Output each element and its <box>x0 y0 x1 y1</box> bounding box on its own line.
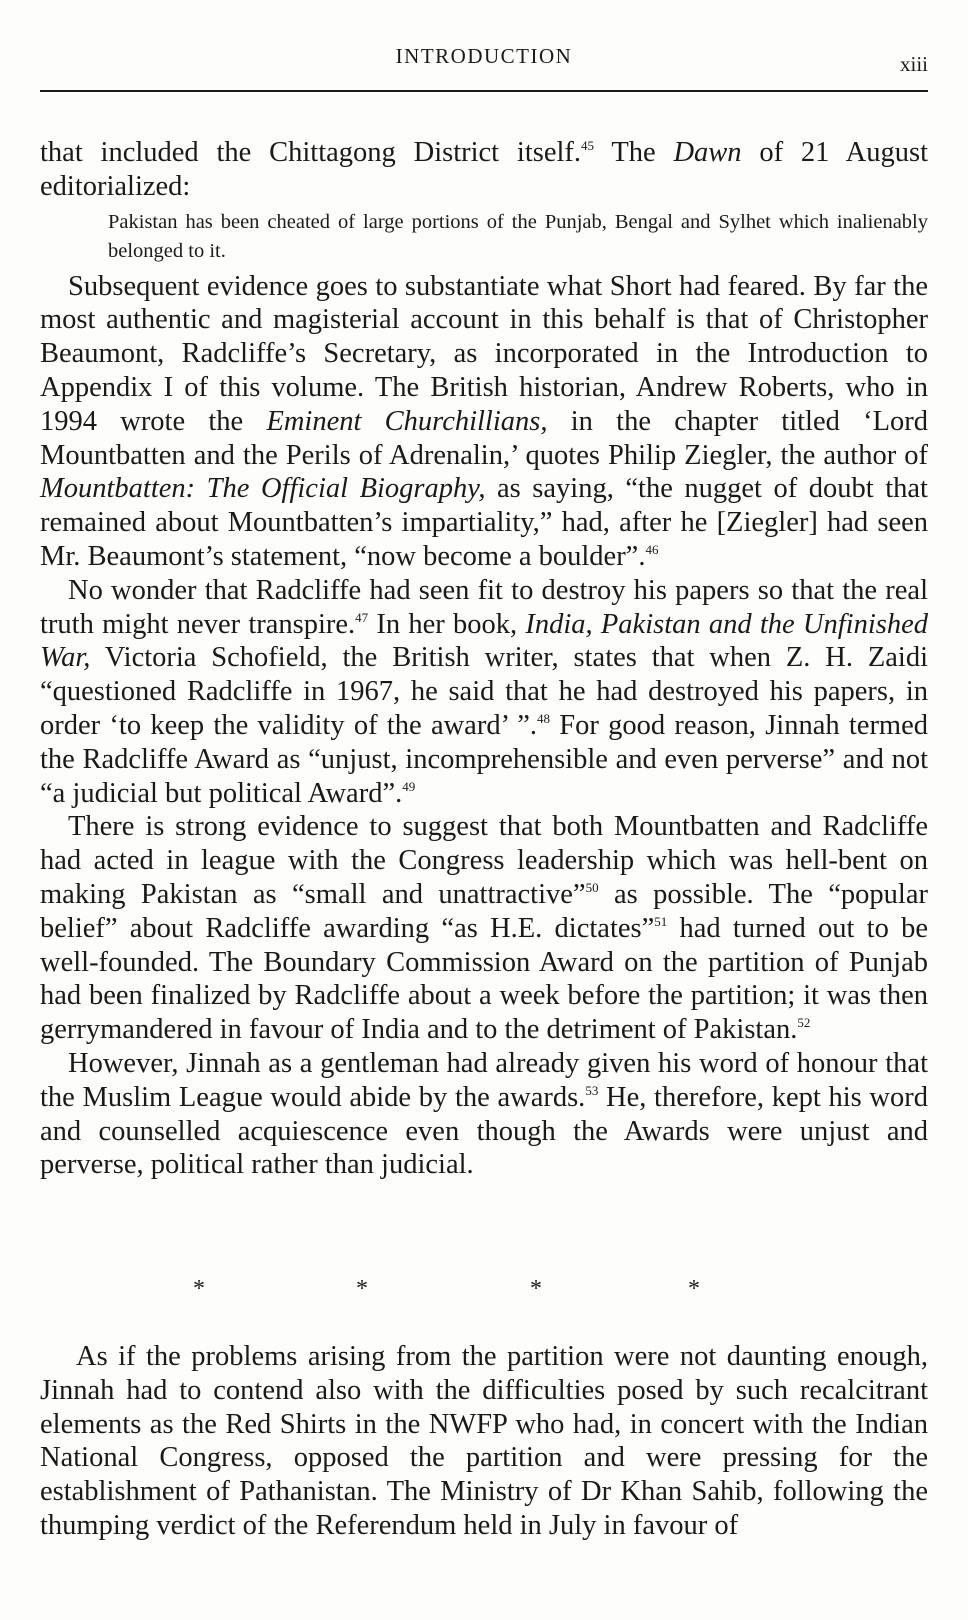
text-run: He, therefore, kept his word and counselled acquiescence even though the Awards were unjust and perverse, political rather than judicial. <box>40 1081 928 1181</box>
paragraph-dawn <box>40 136 928 204</box>
italic-title: Mountbatten: The Official Biography, <box>40 473 486 505</box>
paragraph-beaumont <box>40 270 928 574</box>
footnote-ref: 50 <box>585 879 599 895</box>
text-run: in the chapter titled ‘Lord Mountbatten and the Perils of Adrenalin,’ quotes Philip Ziegler, the author of <box>40 405 929 471</box>
text-run: Victoria Schofield, the British writer, states that when Z. H. Zaidi “questioned Radcliffe in 1967, he said that he had destroyed his papers, in order ‘to keep the validity of the award’ ”. <box>40 642 928 741</box>
text-run: that included the Chittagong District itself. <box>40 137 582 168</box>
text-run: Subsequent evidence goes to substantiate what Short had feared. By far the most authentic and magisterial account in this behalf is that of Christopher Beaumont, Radcliffe’s Secretary, as incorporated in the Introduction to Appendix I of this volume. The British historian, Andrew Roberts, who in 1994 wrote the <box>40 270 928 437</box>
page-number: xiii <box>899 52 928 76</box>
paragraph-congress-league <box>40 810 928 1047</box>
main-text <box>40 136 928 1182</box>
text-run: The <box>594 137 674 168</box>
section-separator <box>0 1276 968 1306</box>
text-run: In her book, <box>368 608 526 640</box>
footnote-ref: 48 <box>537 710 550 726</box>
footnote-ref: 46 <box>645 541 659 557</box>
text-run: as saying, “the nugget of doubt that remained about Mountbatten’s impartiality,” had, after he [Ziegler] had seen Mr. Beaumont’s statement, “now become a boulder”. <box>40 473 928 572</box>
footnote-ref: 51 <box>654 913 668 929</box>
header-rule <box>40 90 928 92</box>
asterisk: * <box>530 1276 542 1302</box>
italic-title: India, Pakistan and the Unfinished War, <box>40 608 928 674</box>
running-head: INTRODUCTION <box>395 44 573 68</box>
italic-title: Dawn <box>673 137 742 168</box>
text-run: However, Jinnah as a gentleman had already given his word of honour that the Muslim League would abide by the awards. <box>40 1047 928 1113</box>
footnote-ref: 47 <box>355 609 369 625</box>
text-run: For good reason, Jinnah termed the Radcliffe Award as “unjust, incomprehensible and even perverse” and not “a judicial but political Award”. <box>40 709 928 809</box>
paragraph-jinnah-word <box>40 1047 928 1182</box>
footnote-ref: 45 <box>581 138 595 153</box>
asterisk: * <box>356 1276 368 1302</box>
footnote-ref: 49 <box>402 778 416 794</box>
asterisk: * <box>193 1276 205 1302</box>
text-run: of 21 August editorialized: <box>40 137 928 202</box>
paragraph-radcliffe-papers <box>40 574 928 811</box>
paragraph-red-shirts: As if the problems arising from the partition were not daunting enough, Jinnah had to contend also with the difficulties posed by such recalcitrant elements as the Red Shirts in the NWFP who had, in concert with the Indian National Congress, opposed the partition and were pressing for the establishment of Pathanistan. The Ministry of Dr Khan Sahib, following the thumping verdict of the Referendum held in July in favour of <box>40 1341 928 1541</box>
block-quote: Pakistan has been cheated of large portions of the Punjab, Bengal and Sylhet which inalienably belonged to it. <box>108 210 928 262</box>
text-run: No wonder that Radcliffe had seen fit to destroy his papers so that the real truth might never transpire. <box>40 574 928 640</box>
section-two-text <box>40 1340 928 1543</box>
text-run: There is strong evidence to suggest that both Mountbatten and Radcliffe had acted in league with the Congress leadership which was hell-bent on making Pakistan as “small and unattractive” <box>40 811 928 910</box>
page-header <box>40 40 928 96</box>
text-run: as possible. The “popular belief” about Radcliffe awarding “as H.E. dictates” <box>40 878 928 944</box>
italic-title: Eminent Churchillians, <box>266 405 548 437</box>
footnote-ref: 52 <box>797 1015 811 1031</box>
asterisk: * <box>688 1276 700 1302</box>
footnote-ref: 53 <box>585 1082 599 1098</box>
text-run: had turned out to be well-founded. The Boundary Commission Award on the partition of Punjab had been finalized by Radcliffe about a week before the partition; it was then gerrymandered in favour of India and to the detriment of Pakistan. <box>40 912 928 1046</box>
